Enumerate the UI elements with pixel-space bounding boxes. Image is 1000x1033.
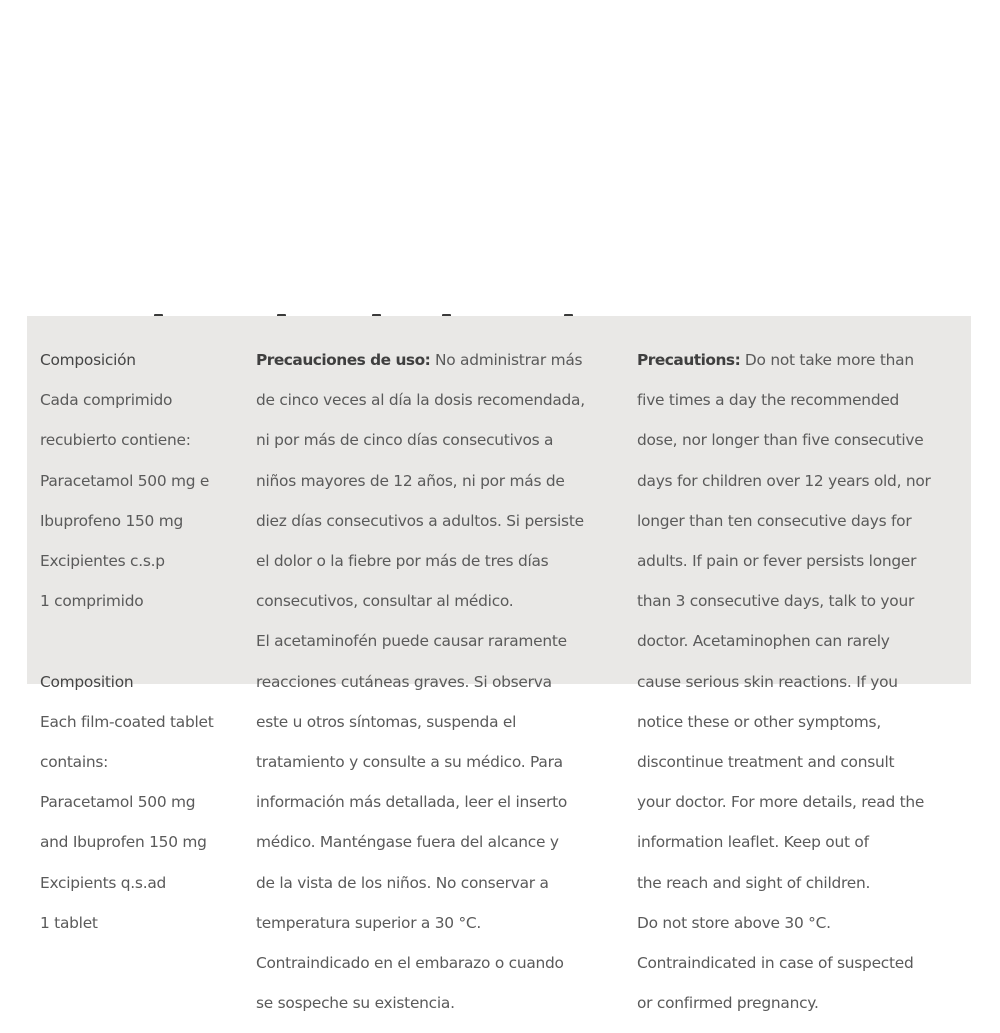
precautions-column [637, 330, 967, 1033]
precautions-line: cause serious skin reactions. If you [637, 672, 898, 691]
precautions-line: five times a day the recommended [637, 391, 900, 410]
precautions-first-line-text: Do not take more than [740, 351, 914, 370]
composicion-line: recubierto contiene: [40, 431, 191, 450]
precautions-line: days for children over 12 years old, nor [637, 471, 931, 490]
precautions-line: Do not store above 30 °C. [637, 913, 831, 932]
composition-column [40, 330, 245, 953]
composition-heading: Composition [40, 672, 134, 691]
precautions-heading: Precautions: [637, 351, 741, 370]
composition-line: Excipients q.s.ad [40, 873, 167, 892]
precauciones-line: reacciones cutáneas graves. Si observa [256, 672, 552, 691]
precautions-line: discontinue treatment and consult [637, 752, 895, 771]
precauciones-line: información más detallada, leer el inserto [256, 793, 568, 812]
precautions-line: longer than ten consecutive days for [637, 511, 912, 530]
precauciones-line: Contraindicado en el embarazo o cuando [256, 953, 564, 972]
precauciones-line: ni por más de cinco días consecutivos a [256, 431, 554, 450]
composition-line: 1 tablet [40, 913, 98, 932]
precauciones-line: de cinco veces al día la dosis recomendada, [256, 391, 585, 410]
composicion-line: Paracetamol 500 mg e [40, 471, 210, 490]
section-spacer [40, 631, 245, 651]
precauciones-line: niños mayores de 12 años, ni por más de [256, 471, 565, 490]
composicion-line: Ibuprofeno 150 mg [40, 511, 183, 530]
composition-line: Each film-coated tablet [40, 712, 214, 731]
precauciones-line: se sospeche su existencia. [256, 994, 455, 1013]
precautions-line: dose, nor longer than five consecutive [637, 431, 924, 450]
precauciones-line: diez días consecutivos a adultos. Si persiste [256, 511, 584, 530]
precautions-line: notice these or other symptoms, [637, 712, 881, 731]
label-panel [27, 316, 971, 1013]
precauciones-line: el dolor o la fiebre por más de tres días [256, 552, 549, 571]
precauciones-first-line-text: No administrar más [430, 351, 583, 370]
precauciones-line: este u otros síntomas, suspenda el [256, 712, 517, 731]
precautions-first-line [637, 350, 967, 370]
precauciones-line: médico. Manténgase fuera del alcance y [256, 833, 559, 852]
precauciones-line: tratamiento y consulte a su médico. Para [256, 752, 563, 771]
precauciones-line: de la vista de los niños. No conservar a [256, 873, 549, 892]
precautions-line: than 3 consecutive days, talk to your [637, 592, 915, 611]
precautions-line: information leaflet. Keep out of [637, 833, 869, 852]
precautions-line: adults. If pain or fever persists longer [637, 552, 917, 571]
precauciones-line: El acetaminofén puede causar raramente [256, 632, 567, 651]
composition-line: contains: [40, 752, 109, 771]
precauciones-line: temperatura superior a 30 °C. [256, 913, 482, 932]
composition-line: Paracetamol 500 mg [40, 793, 196, 812]
precautions-line: Contraindicated in case of suspected [637, 953, 914, 972]
precauciones-heading: Precauciones de uso: [256, 351, 431, 370]
precautions-line: your doctor. For more details, read the [637, 793, 925, 812]
precautions-line: doctor. Acetaminophen can rarely [637, 632, 890, 651]
precauciones-line: consecutivos, consultar al médico. [256, 592, 514, 611]
composicion-line: Excipientes c.s.p [40, 552, 165, 571]
precautions-line: or confirmed pregnancy. [637, 994, 819, 1013]
precauciones-column [256, 330, 616, 1033]
composition-line: and Ibuprofen 150 mg [40, 833, 207, 852]
composicion-line: Cada comprimido [40, 391, 173, 410]
precautions-line: the reach and sight of children. [637, 873, 871, 892]
composicion-heading: Composición [40, 351, 136, 370]
composicion-line: 1 comprimido [40, 592, 144, 611]
precauciones-first-line [256, 350, 616, 370]
